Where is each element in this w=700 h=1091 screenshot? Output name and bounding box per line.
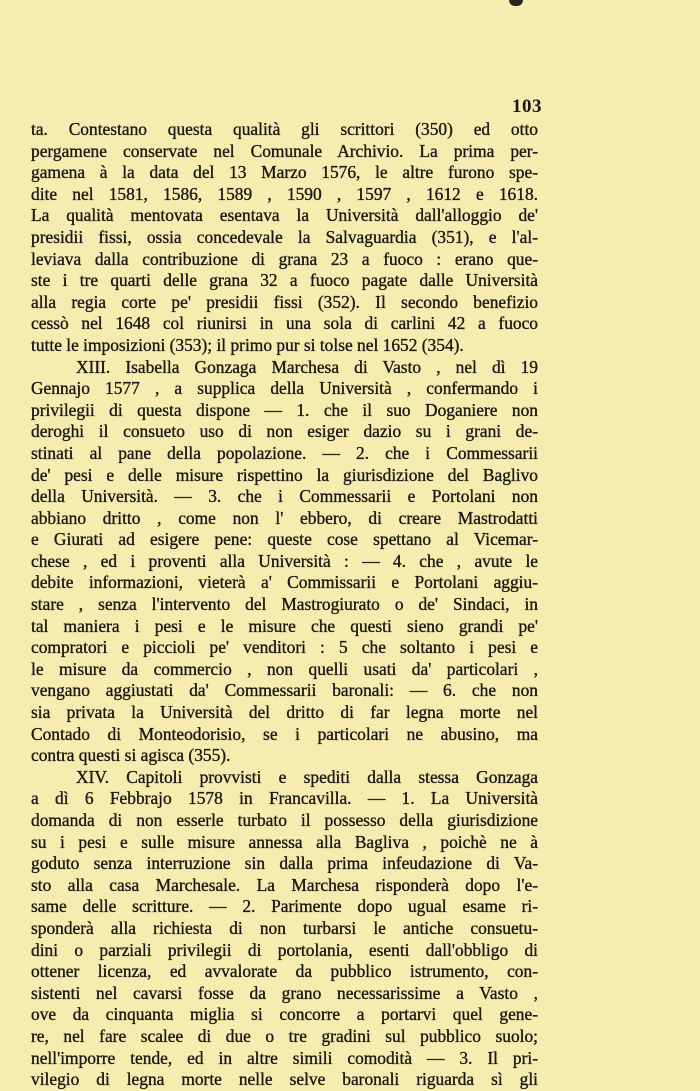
text-line: goduto senza interruzione sin dalla prima infeudazione di Va- xyxy=(31,853,538,874)
text-line: de' pesi e delle misure rispettino la giurisdizione del Baglivo xyxy=(31,464,538,485)
text-line: privilegii di questa dispone — 1. che il suo Doganiere non xyxy=(31,399,538,420)
text-line: abbiano dritto , come non l' ebbero, di creare Mastrodatti xyxy=(31,507,538,528)
text-line: sia privata la Università del dritto di far legna morte nel xyxy=(31,702,538,723)
text-line: stinati al pane della popolazione. — 2. che i Commessarii xyxy=(31,442,538,463)
text-line: tutte le imposizioni (353); il primo pur si tolse nel 1652 (354). xyxy=(31,334,464,355)
text-line: sistenti nel cavarsi fosse da grano necessarissime a Vasto , xyxy=(31,982,538,1003)
text-line: dite nel 1581, 1586, 1589 , 1590 , 1597 , 1612 e 1618. xyxy=(31,183,538,204)
text-line: sto alla casa Marchesale. La Marchesa risponderà dopo l'e- xyxy=(31,874,538,895)
text-line: XIV. Capitoli provvisti e spediti dalla stessa Gonzaga xyxy=(76,766,538,787)
text-line: ove da cinquanta miglia si concorre a portarvi quel gene- xyxy=(31,1004,538,1025)
text-line: pergamene conservate nel Comunale Archivio. La prima per- xyxy=(31,140,538,161)
text-line: le misure da commercio , non quelli usati da' particolari , xyxy=(31,658,538,679)
text-line: ste i tre quarti delle grana 32 a fuoco pagate dalle Università xyxy=(31,270,538,291)
text-line: della Università. — 3. che i Commessarii e Portolani non xyxy=(31,486,538,507)
text-line: cessò nel 1648 col riunirsi in una sola di carlini 42 a fuoco xyxy=(31,313,538,334)
text-line: Contado di Monteodorisio, se i particolari ne abusino, ma xyxy=(31,723,538,744)
text-line: chese , ed i proventi alla Università : — 4. che , avute le xyxy=(31,550,538,571)
text-line: vilegio di legna morte nelle selve baronali riguarda sì gli xyxy=(31,1069,538,1090)
body-text xyxy=(31,119,538,1091)
text-line: domanda di non esserle turbato il possesso della giurisdizione xyxy=(31,810,538,830)
text-line: tal maniera i pesi e le misure che questi sieno grandi pe' xyxy=(31,615,538,636)
text-line: nell'imporre tende, ed in altre simili comodità — 3. Il pri- xyxy=(31,1047,538,1068)
text-line: Gennajo 1577 , a supplica della Università , confermando i xyxy=(31,378,538,399)
text-line: leviava dalla contribuzione di grana 23 a fuoco : erano que- xyxy=(31,248,538,269)
ink-blot xyxy=(509,0,523,6)
text-line: presidii fissi, ossia concedevale la Salvaguardia (351), e l'al- xyxy=(31,226,538,247)
text-line: ottener licenza, ed avvalorate da pubblico istrumento, con- xyxy=(31,961,538,982)
text-line: vengano aggiustati da' Commessarii baronali: — 6. che non xyxy=(31,680,538,701)
text-line: alla regia corte pe' presidii fissi (352). Il secondo benefizio xyxy=(31,291,538,312)
text-line: ta. Contestano questa qualità gli scrittori (350) ed otto xyxy=(31,119,538,139)
text-line: dini o parziali privilegii di portolania, esenti dall'obbligo di xyxy=(31,939,538,960)
text-line: re, nel fare scalee di due o tre gradini sul pubblico suolo; xyxy=(31,1025,538,1046)
text-line: stare , senza l'intervento del Mastrogiurato o de' Sindaci, in xyxy=(31,594,538,615)
text-line: La qualità mentovata esentava la Università dall'alloggio de' xyxy=(31,205,538,226)
text-line: su i pesi e sulle misure annessa alla Bagliva , poichè ne à xyxy=(31,831,538,852)
text-line: contra questi si agisca (355). xyxy=(31,745,231,766)
text-line: compratori e piccioli pe' venditori : 5 che soltanto i pesi e xyxy=(31,637,538,658)
text-line: debite informazioni, vieterà a' Commissarii e Portolani aggiu- xyxy=(31,572,538,593)
text-line: deroghi il consueto uso di non esiger dazio su i grani de- xyxy=(31,421,538,442)
text-line: XIII. Isabella Gonzaga Marchesa di Vasto , nel dì 19 xyxy=(76,356,538,377)
page-number: 103 xyxy=(512,96,542,117)
text-line: sponderà alla richiesta di non turbarsi le antiche consuetu- xyxy=(31,917,538,938)
text-line: a dì 6 Febbrajo 1578 in Francavilla. — 1. La Università xyxy=(31,788,538,809)
text-line: e Giurati ad esigere pene: queste cose spettano al Vicemar- xyxy=(31,529,538,550)
text-line: gamena à la data del 13 Marzo 1576, le altre furono spe- xyxy=(31,162,538,183)
text-line: same delle scritture. — 2. Parimente dopo ugual esame ri- xyxy=(31,896,538,917)
